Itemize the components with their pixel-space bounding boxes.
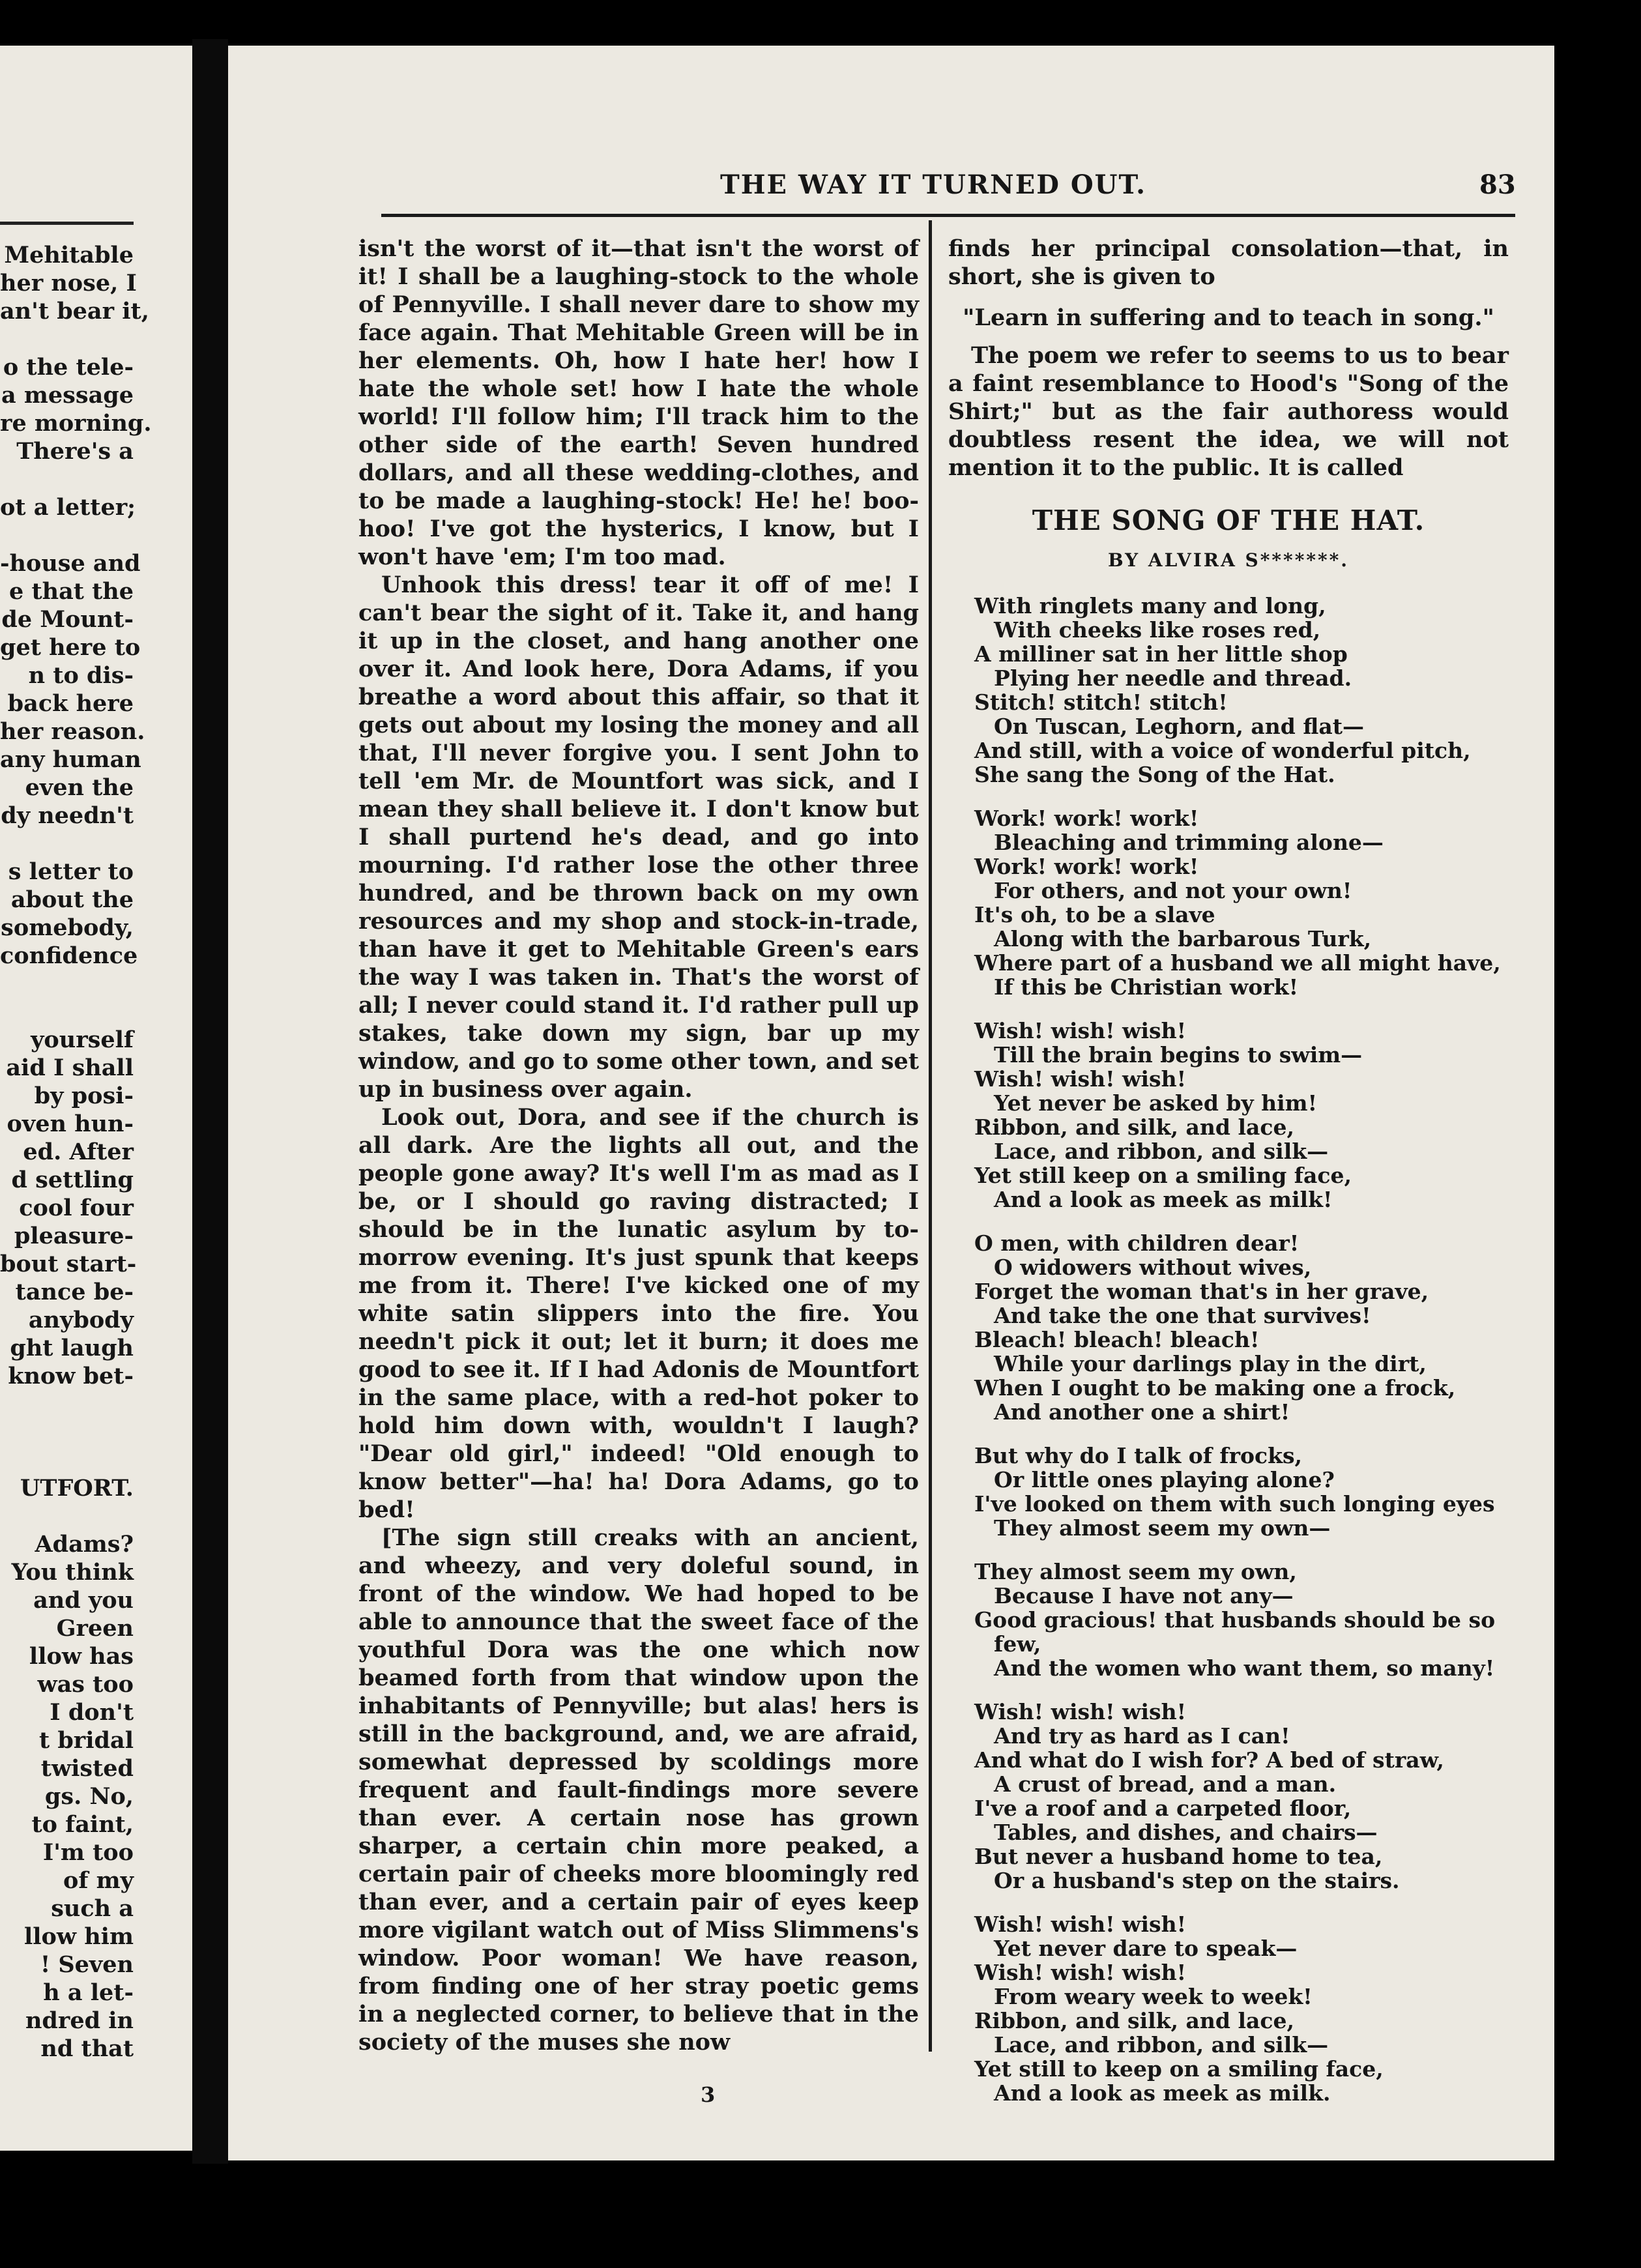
signature-mark: 3 — [701, 2082, 716, 2107]
fragment-line: o the tele- — [3, 354, 134, 381]
poem-line: Yet never be asked by him! — [994, 1090, 1318, 1116]
fragment-line: of my — [63, 1867, 134, 1894]
fragment-line: a message — [1, 382, 134, 409]
poem-line: Because I have not any— — [994, 1583, 1294, 1608]
column-rule — [929, 220, 932, 2052]
paragraph: Unhook this dress! tear it off of me! I can't bear the sight of it. Take it, and hang it up in the closet, and hang another one over it. And look here, Dora Adams, if you breathe a word about this affair, so that it gets out about my losing the money and all that, I'll never forgive you. I sent John to tell 'em Mr. de Mountfort was sick, and I mean they shall believe it. I don't know but I shall purtend he's dead, and go into mourning. I'd rather lose the other three hundred, and be thrown back on my own resources and my shop and stock-in-trade, than have it get to Mehitable Green's ears the way I was taken in. That's the worst of all; I never could stand it. I'd rather pull up stakes, take down my sign, bar up my window, and go to some other town, and set up in business over again. — [358, 572, 919, 1103]
fragment-line: her nose, I — [0, 270, 137, 297]
poem-line: Good gracious! that husbands should be so — [974, 1607, 1496, 1633]
poem-line: They almost seem my own— — [994, 1515, 1331, 1541]
poem-line: Yet still to keep on a smiling face, — [974, 2056, 1384, 2082]
poem-line: Forget the woman that's in her grave, — [974, 1279, 1429, 1304]
poem-stanza — [948, 1444, 1509, 1540]
poem-line: few, — [994, 1631, 1041, 1657]
fragment-line: dy needn't — [1, 802, 134, 829]
fragment-line: bout start- — [0, 1251, 137, 1277]
fragment-line — [0, 1502, 189, 1530]
fragment-line: by posi- — [34, 1083, 134, 1109]
fragment-line: gs. No, — [44, 1783, 134, 1810]
running-header — [228, 169, 1554, 209]
facing-page-text-fragments — [0, 241, 189, 2063]
poem-line: She sang the Song of the Hat. — [974, 762, 1335, 787]
fragment-line: yourself — [31, 1026, 134, 1053]
poem-line: A crust of bread, and a man. — [994, 1771, 1337, 1797]
poem-line: O widowers without wives, — [994, 1255, 1312, 1280]
poem-line: Or little ones playing alone? — [994, 1467, 1335, 1492]
poem-line: While your darlings play in the dirt, — [994, 1351, 1427, 1376]
fragment-line: de Mount- — [1, 606, 134, 633]
fragment-line: confidence — [0, 942, 138, 969]
fragment-line: d settling — [11, 1167, 134, 1193]
fragment-line: to faint, — [31, 1811, 134, 1838]
poem-stanza — [948, 806, 1509, 999]
poem-line: But why do I talk of frocks, — [974, 1443, 1303, 1468]
epigraph-quote: "Learn in suffering and to teach in song." — [963, 304, 1494, 331]
poem-line: But never a husband home to tea, — [974, 1844, 1383, 1869]
poem-stanza — [948, 594, 1509, 787]
fragment-line — [0, 521, 189, 549]
fragment-line: UTFORT. — [20, 1475, 134, 1502]
poem-line: Work! work! work! — [974, 854, 1199, 879]
poem-line: And what do I wish for? A bed of straw, — [974, 1747, 1444, 1773]
fragment-line: s letter to — [8, 858, 134, 885]
poem-stanza — [948, 1912, 1509, 2105]
fragment-line: llow him — [23, 1923, 134, 1950]
fragment-line: Green — [56, 1615, 134, 1642]
fragment-line: n to dis- — [28, 662, 134, 689]
poem-line: I've looked on them with such longing eyes — [974, 1491, 1495, 1517]
fragment-line — [0, 465, 189, 493]
paragraph: isn't the worst of it—that isn't the worst of it! I shall be a laughing-stock to the whole of Pennyville. I shall never dare to show my face again. That Mehitable Green will be in her elements. Oh, how I hate her! how I hate the whole set! how I hate the whole world! I'll follow him; I'll track him to the other side of the earth! Seven hundred dollars, and all these wedding-clothes, and to be made a laughing-stock! He! he! boo-hoo! I've got the hysterics, I know, but I won't have 'em; I'm too mad. — [358, 235, 919, 570]
fragment-line: Mehitable — [4, 242, 134, 269]
running-title: THE WAY IT TURNED OUT. — [720, 169, 1147, 200]
book-page — [228, 46, 1554, 2160]
poem-line: Wish! wish! wish! — [974, 1699, 1187, 1724]
fragment-line: ot a letter; — [0, 494, 136, 521]
poem-byline: BY ALVIRA S*******. — [1107, 549, 1350, 571]
poem-line: O men, with children dear! — [974, 1230, 1300, 1256]
fragment-line: her reason. — [0, 718, 145, 745]
fragment-line: re morning. — [0, 410, 152, 437]
poem-line: Along with the barbarous Turk, — [994, 926, 1372, 952]
poem-line: Or a husband's step on the stairs. — [994, 1868, 1400, 1893]
poem-line: Lace, and ribbon, and silk— — [994, 1139, 1329, 1164]
poem-line: Wish! wish! wish! — [974, 1960, 1187, 1985]
book-gutter — [192, 39, 228, 2164]
poem-line: Plying her needle and thread. — [994, 665, 1352, 691]
poem — [948, 594, 1509, 2105]
fragment-line — [0, 970, 189, 998]
poem-line: Work! work! work! — [974, 806, 1199, 831]
paragraph: [The sign still creaks with an ancient, and wheezy, and very doleful sound, in front of the window. We had hoped to be able to announce that the sweet face of the youthful Dora was the one which now beamed forth from that window upon the inhabitants of Pennyville; but alas! hers is still in the background, and, we are afraid, somewhat depressed by scoldings more frequent and fault-findings more severe than ever. A certain nose has grown sharper, a certain chin more peaked, a certain pair of cheeks more bloomingly red than ever, and a certain pair of eyes keep more vigilant watch out of Miss Slimmens's window. Poor woman! We have reason, from finding one of her stray poetic gems in a neglected corner, to believe that in the society of the muses she now — [358, 1524, 919, 2056]
poem-line: Wish! wish! wish! — [974, 1912, 1187, 1937]
poem-stanza — [948, 1231, 1509, 1424]
poem-line: And a look as meek as milk. — [994, 2080, 1331, 2106]
poem-stanza — [948, 1560, 1509, 1680]
facing-page-rule — [0, 222, 134, 225]
paragraph: Look out, Dora, and see if the church is all dark. Are the lights all out, and the people gone away? It's well I'm as mad as I be, or I should go raving distracted; I should be in the lunatic asylum by to-morrow evening. It's just spunk that keeps me from it. There! I've kicked one of my white satin slippers into the fire. You needn't pick it out; let it burn; it does me good to see it. If I had Adonis de Mountfort in the same place, with a red-hot poker to hold him down with, wouldn't I laugh? "Dear old girl," indeed! "Old enough to know better"—ha! ha! Dora Adams, go to bed! — [358, 1104, 919, 1523]
right-column — [948, 235, 1509, 2125]
poem-line: And a look as meek as milk! — [994, 1187, 1333, 1212]
fragment-line: somebody, — [1, 914, 134, 941]
poem-line: Stitch! stitch! stitch! — [974, 690, 1228, 715]
fragment-line: cool four — [19, 1195, 134, 1221]
fragment-line: pleasure- — [14, 1223, 134, 1249]
fragment-line — [0, 325, 189, 353]
left-column — [358, 235, 919, 2056]
poem-line: Ribbon, and silk, and lace, — [974, 1114, 1294, 1140]
fragment-line: ! Seven — [40, 1951, 134, 1978]
fragment-line: aid I shall — [6, 1054, 134, 1081]
poem-line: With ringlets many and long, — [974, 593, 1326, 618]
poem-stanza — [948, 1019, 1509, 1212]
fragment-line: about the — [10, 886, 134, 913]
poem-line: Wish! wish! wish! — [974, 1066, 1187, 1092]
poem-line: I've a roof and a carpeted floor, — [974, 1796, 1352, 1821]
poem-line: And the women who want them, so many! — [994, 1655, 1495, 1681]
fragment-line: e that the — [9, 578, 134, 605]
fragment-line — [0, 1446, 189, 1474]
poem-line: Where part of a husband we all might have, — [974, 950, 1501, 976]
fragment-line: t bridal — [38, 1727, 134, 1754]
fragment-line — [0, 830, 189, 858]
poem-line: And try as hard as I can! — [994, 1723, 1290, 1749]
poem-line: Bleaching and trimming alone— — [994, 830, 1384, 855]
poem-line: And another one a shirt! — [994, 1399, 1290, 1425]
fragment-line: get here to — [0, 634, 141, 661]
poem-line: With cheeks like roses red, — [994, 617, 1321, 643]
poem-line: On Tuscan, Leghorn, and flat— — [994, 714, 1364, 739]
poem-line: And still, with a voice of wonderful pitch, — [974, 738, 1471, 763]
fragment-line: I'm too — [42, 1839, 134, 1866]
poem-stanza — [948, 1700, 1509, 1893]
fragment-line: nd that — [40, 2035, 134, 2062]
fragment-line: Adams? — [35, 1531, 134, 1558]
paragraph: The poem we refer to seems to us to bear a faint resemblance to Hood's "Song of the Shirt;" but as the fair authoress would doubtless resent the idea, we will not mention it to the public. It is called — [948, 342, 1509, 481]
fragment-line: know bet- — [8, 1363, 134, 1389]
fragment-line: I don't — [50, 1699, 134, 1726]
paragraph: finds her principal consolation—that, in short, she is given to — [948, 235, 1509, 290]
facing-page-fragment — [0, 46, 192, 2151]
poem-line: They almost seem my own, — [974, 1559, 1297, 1584]
fragment-line: llow has — [29, 1643, 134, 1670]
poem-line: Wish! wish! wish! — [974, 1018, 1187, 1043]
fragment-line: ndred in — [25, 2007, 134, 2034]
poem-line: From weary week to week! — [994, 1984, 1313, 2009]
fragment-line — [0, 998, 189, 1026]
header-rule — [381, 214, 1515, 217]
fragment-line: h a let- — [43, 1979, 134, 2006]
poem-line: A milliner sat in her little shop — [974, 641, 1348, 667]
fragment-line: ed. After — [23, 1139, 134, 1165]
poem-line: Yet never dare to speak— — [994, 1936, 1298, 1961]
fragment-line: any human — [0, 746, 141, 773]
poem-line: If this be Christian work! — [994, 974, 1299, 1000]
fragment-line: anybody — [28, 1307, 134, 1333]
fragment-line: was too — [37, 1671, 134, 1698]
poem-line: Till the brain begins to swim— — [994, 1042, 1363, 1068]
poem-title: THE SONG OF THE HAT. — [1032, 504, 1425, 536]
poem-line: Tables, and dishes, and chairs— — [994, 1820, 1378, 1845]
fragment-line — [0, 1390, 189, 1418]
fragment-line: and you — [33, 1587, 134, 1614]
poem-line: Yet still keep on a smiling face, — [974, 1163, 1352, 1188]
poem-line: And take the one that survives! — [994, 1303, 1371, 1328]
fragment-line: even the — [25, 774, 134, 801]
fragment-line: ght laugh — [10, 1335, 134, 1361]
poem-line: Ribbon, and silk, and lace, — [974, 2008, 1294, 2033]
poem-line: Bleach! bleach! bleach! — [974, 1327, 1260, 1352]
fragment-line: twisted — [40, 1755, 134, 1782]
poem-line: It's oh, to be a slave — [974, 902, 1215, 927]
fragment-line: -house and — [0, 550, 141, 577]
poem-line: For others, and not your own! — [994, 878, 1352, 903]
fragment-line: tance be- — [15, 1279, 134, 1305]
fragment-line — [0, 1418, 189, 1446]
poem-line: Lace, and ribbon, and silk— — [994, 2032, 1329, 2057]
fragment-line: There's a — [16, 438, 134, 465]
page-number: 83 — [1479, 169, 1516, 200]
fragment-line: You think — [11, 1559, 134, 1586]
poem-line: When I ought to be making one a frock, — [974, 1375, 1456, 1401]
fragment-line: back here — [7, 690, 134, 717]
fragment-line: oven hun- — [7, 1111, 134, 1137]
fragment-line: an't bear it, — [0, 298, 149, 325]
fragment-line: such a — [51, 1895, 134, 1922]
